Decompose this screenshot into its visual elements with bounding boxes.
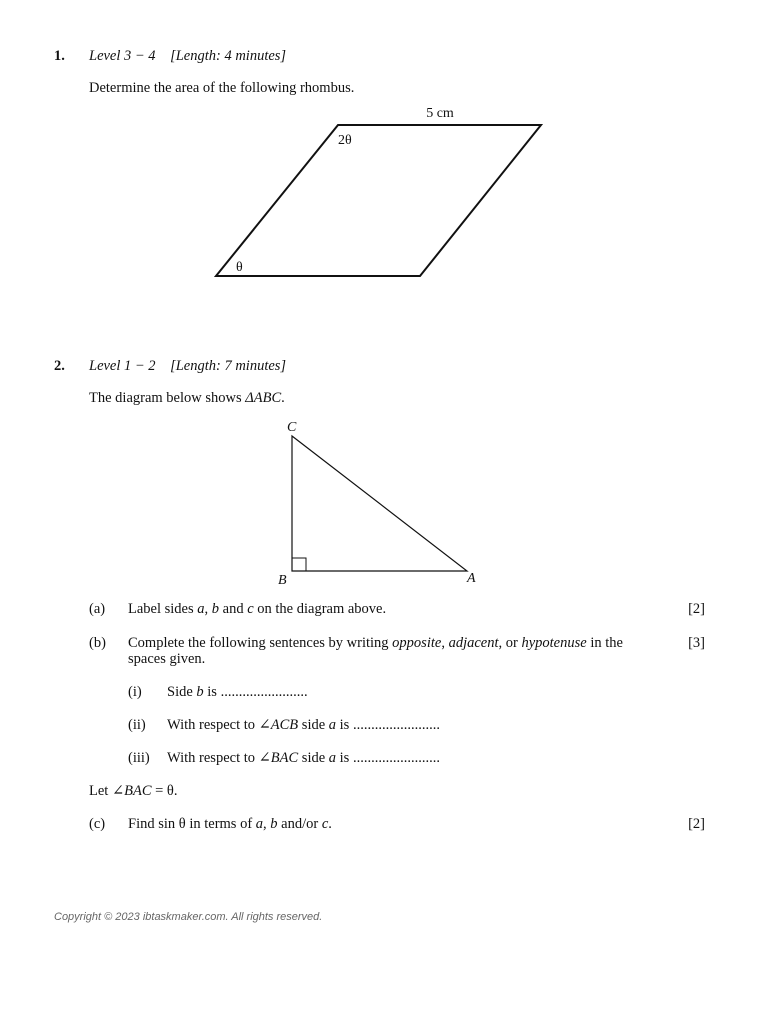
question-2-intro-suffix: . [281,390,285,406]
part-a-label: (a) [89,601,106,617]
question-1-length: [Length: 4 minutes] [170,48,287,64]
part-b-i-text: Side b is ........................ [167,684,308,700]
rhombus-side-label: 5 cm [426,106,454,121]
question-2-intro-triangle: ΔABC [245,390,282,406]
question-1-number: 1. [54,48,65,64]
question-1-level: Level 3 − 4 [89,48,156,64]
question-1-prompt: Determine the area of the following rhombus. [89,80,355,96]
question-2-intro-text: The diagram below shows [89,390,246,406]
question-2-level: Level 1 − 2 [89,358,156,374]
part-c-label: (c) [89,816,106,832]
part-b-ii-label: (ii) [128,717,146,733]
part-a-text: Label sides a, b and c on the diagram above. [128,601,387,617]
part-b-marks: [3] [688,635,705,651]
part-b-text: Complete the following sentences by writing opposite, adjacent, or hypotenuse in the [128,635,623,651]
part-b-label: (b) [89,635,106,651]
part-a-marks: [2] [688,601,705,617]
part-b-iii-label: (iii) [128,750,150,766]
let-statement: Let ∠BAC = θ. [89,783,178,799]
part-b-iii-text: With respect to ∠BAC side a is ........................ [167,750,440,766]
part-b-text-line-2: spaces given. [128,651,206,667]
copyright-footer: Copyright © 2023 ibtaskmaker.com. All rights reserved. [54,911,323,923]
vertex-label-a: A [467,571,476,586]
rhombus-bottom-angle-label: θ [236,260,243,275]
vertex-label-b: B [278,573,287,588]
triangle-shape [292,436,467,571]
rhombus-top-angle-label: 2θ [338,133,352,148]
vertex-label-c: C [287,420,297,435]
question-2-number: 2. [54,358,65,374]
question-2-length: [Length: 7 minutes] [170,358,287,374]
part-c-marks: [2] [688,816,705,832]
right-angle-marker [292,558,306,571]
part-b-i-label: (i) [128,684,142,700]
part-b-ii-text: With respect to ∠ACB side a is ........................ [167,717,440,733]
part-c-text: Find sin θ in terms of a, b and/or c. [128,816,332,832]
